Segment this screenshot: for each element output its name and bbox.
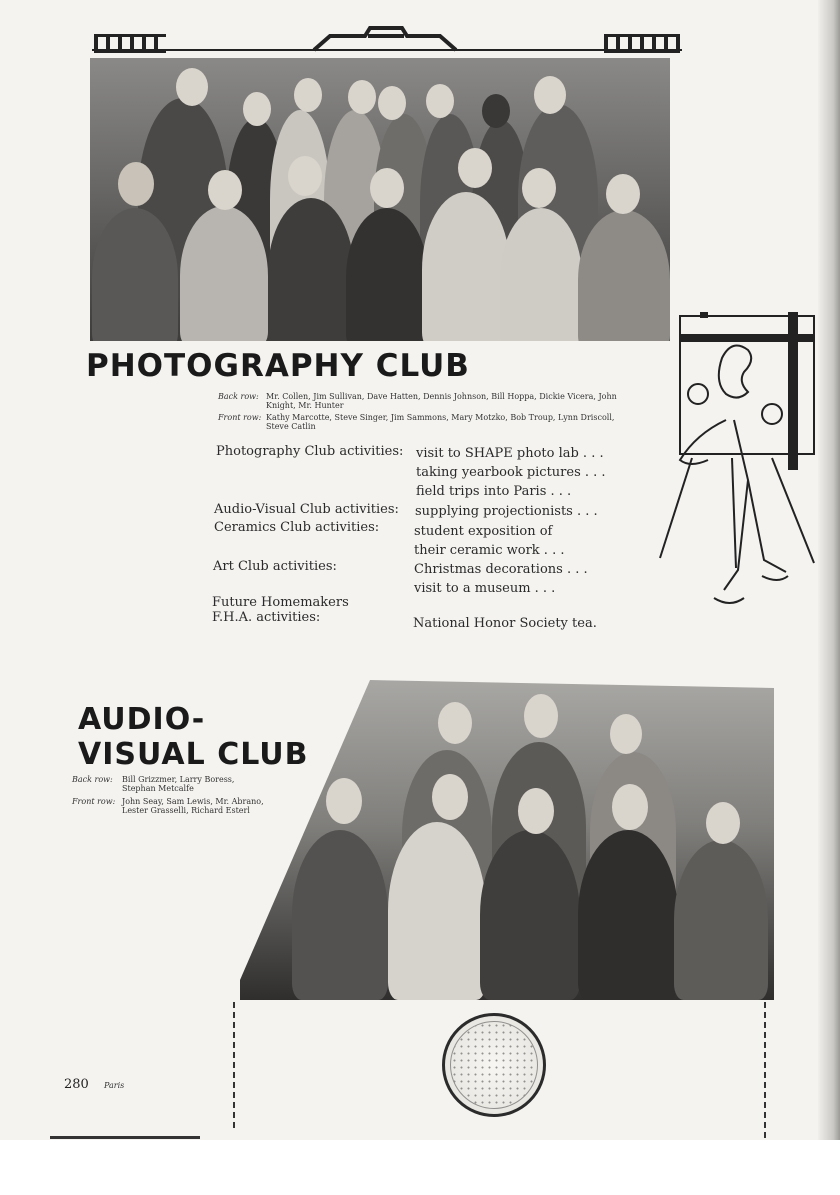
front-row-label: Front row: xyxy=(218,413,262,422)
activity-line: supplying projectionists . . . xyxy=(415,504,598,519)
back-row-names: Bill Grizzmer, Larry Boress, xyxy=(122,775,235,784)
activity-club-future-homemakers: Future Homemakers xyxy=(212,595,349,610)
figure xyxy=(388,822,486,1000)
figure-head xyxy=(706,802,740,844)
activity-club-fha: F.H.A. activities: xyxy=(212,610,321,625)
page-bottom-margin xyxy=(0,1140,840,1195)
figure-head xyxy=(518,788,554,834)
audio-visual-club-photo xyxy=(240,680,774,1000)
audio-visual-club-title xyxy=(78,702,309,772)
figure-head xyxy=(438,702,472,744)
activity-line: student exposition of xyxy=(414,524,553,539)
circular-seal xyxy=(442,1013,546,1117)
front-row-names: John Seay, Sam Lewis, Mr. Abrano, xyxy=(122,797,264,806)
dashed-frame-left xyxy=(233,1002,235,1128)
back-row-names: Stephan Metcalfe xyxy=(122,784,194,793)
figure-head xyxy=(522,168,556,208)
activity-line: taking yearbook pictures . . . xyxy=(416,465,606,480)
figure-head xyxy=(326,778,362,824)
figure-head xyxy=(458,148,492,188)
back-row-names: Mr. Collen, Jim Sullivan, Dave Hatten, Dennis Johnson, Bill Hoppa, Dickie Vicera, John Knight, Mr. Hunter xyxy=(266,392,617,410)
header-rule xyxy=(92,49,682,51)
figure xyxy=(674,840,768,1000)
artist-easel-illustration xyxy=(652,308,822,618)
activity-line: their ceramic work . . . xyxy=(414,543,565,558)
figure-head xyxy=(378,86,406,120)
figure xyxy=(292,830,388,1000)
footer-rule xyxy=(50,1136,200,1139)
figure xyxy=(180,206,268,341)
figure-head xyxy=(612,784,648,830)
activity-club-audio-visual: Audio-Visual Club activities: xyxy=(214,502,399,517)
figure-head xyxy=(176,68,208,106)
figure-head xyxy=(294,78,322,112)
figure-head xyxy=(606,174,640,214)
back-row-label: Back row: xyxy=(218,392,259,401)
figure-head xyxy=(208,170,242,210)
audio-visual-title-line-1: AUDIO- xyxy=(78,702,206,737)
activity-club-photography: Photography Club activities: xyxy=(216,444,404,459)
figure-head xyxy=(118,162,154,206)
photography-club-photo xyxy=(90,58,670,341)
audio-visual-title-line-2: VISUAL CLUB xyxy=(78,737,309,772)
figure-head xyxy=(432,774,468,820)
activity-line: visit to SHAPE photo lab . . . xyxy=(416,446,604,461)
front-row-names: Lester Grasselli, Richard Esterl xyxy=(122,806,250,815)
figure-head xyxy=(243,92,271,126)
activity-club-art: Art Club activities: xyxy=(213,559,337,574)
page-number: 280 xyxy=(64,1077,89,1092)
back-row-label: Back row: xyxy=(72,775,113,784)
activity-line: field trips into Paris . . . xyxy=(416,484,572,499)
figure-head xyxy=(426,84,454,118)
dashed-frame-right xyxy=(764,1002,766,1138)
figure-head xyxy=(348,80,376,114)
activity-club-ceramics: Ceramics Club activities: xyxy=(214,520,380,535)
figure xyxy=(480,830,580,1000)
front-row-label: Front row: xyxy=(72,797,116,806)
figure-head xyxy=(610,714,642,754)
front-row-names: Kathy Marcotte, Steve Singer, Jim Sammons, Mary Motzko, Bob Troup, Lynn Driscoll, Steve Catlin xyxy=(266,413,615,431)
figure-head xyxy=(288,156,322,196)
figure-head xyxy=(534,76,566,114)
figure xyxy=(578,830,678,1000)
activity-line: visit to a museum . . . xyxy=(414,581,556,596)
activity-line: National Honor Society tea. xyxy=(413,616,597,631)
figure xyxy=(500,208,582,341)
activity-line: Christmas decorations . . . xyxy=(414,562,588,577)
figure-head xyxy=(482,94,510,128)
section-name: Paris xyxy=(104,1081,125,1090)
figure-head xyxy=(370,168,404,208)
figure xyxy=(92,208,178,341)
figure-head xyxy=(524,694,558,738)
photography-club-title: PHOTOGRAPHY CLUB xyxy=(86,348,470,384)
figure xyxy=(346,208,428,341)
figure xyxy=(268,198,354,341)
figure xyxy=(422,192,510,341)
